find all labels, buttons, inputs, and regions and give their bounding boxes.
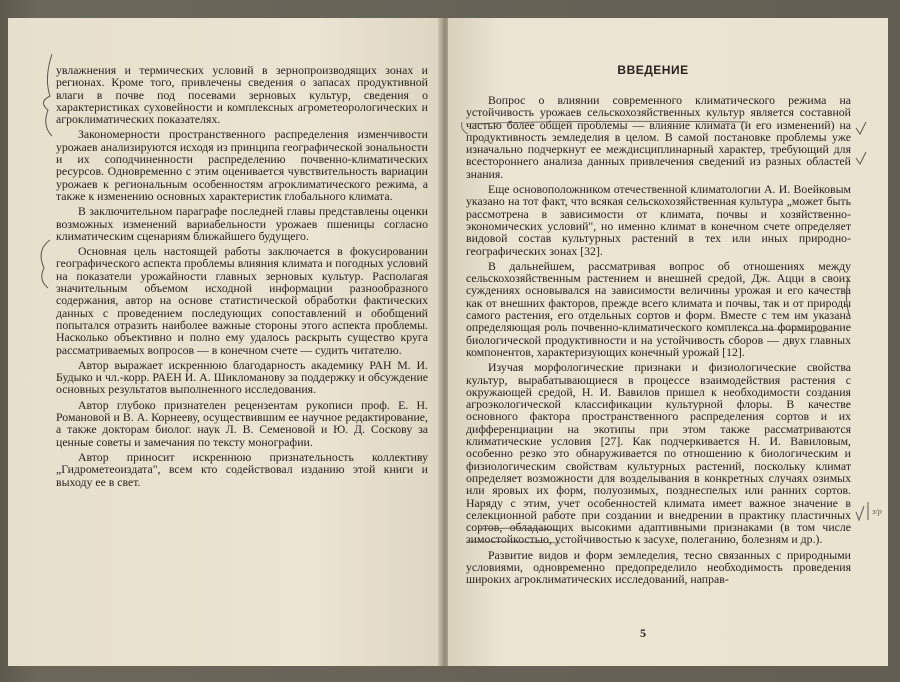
left-paragraph-4: Основная цель настоящей работы заключается в фокусировании географического аспекта проблемы влияния климата и погодных условий на показатели урожайности главных зерновых культур. Располагая значительным объемом исходной информации разнообразного содержания, автор на основе статистической обработки фактических данных с проведением последующих сопоставлений и обобщений попытался отразить наиболее важные стороны этого аспекта проблемы. Насколько объективно и полно ему удалось раскрыть существо круга рассматриваемых вопросов — в конечном счете — судить читателю. [56,244,428,357]
right-page-text [466,94,851,589]
right-paragraph-3: В дальнейшем, рассматривая вопрос об отношениях между сельскохозяйственным растением и внешней средой, Дж. Ацци в своих суждениях основывался на зависимости величины урожая и его качества как от внешних факторов, прежде всего климата и почвы, так и от природы самого растения, его отдельных сортов и форм. Вместе с тем им указана определяющая роль почвенно-климатического комплекса на формирование биологической продуктивности и на устойчивость сборов — двух главных компонентов, характеризующих конечный урожай [12]. [466,258,851,359]
chapter-title: ВВЕДЕНИЕ [617,63,689,77]
left-page [8,18,446,666]
right-paragraph-4: Изучая морфологические признаки и физиологические свойства культур, вырабатывающиеся в процессе взаимодействия растения с окружающей средой, Н. И. Вавилов пришел к необходимости создания агроэкологической классификации культурной флоры. В качестве основного фактора пространственного распределения сортов и их дифференциации на экотипы при этом также рассматриваются климатические условия [27]. Как подчеркивается Н. И. Вавиловым, особенно резко это обнаруживается по отношению к биологическим и физиологическим свойствам культурных растений, поскольку климат определяет возможности для возделывания в конкретных случаях озимых или яровых их форм, полуозимых, позднеспелых или ранних сортов. Наряду с этим, учет особенностей климата имеет важное значение в селекционной работе при создании и внедрении в практику пластичных сортов, обладающих высокими адаптивными признаками (в том числе зимостойкостью, устойчивостью к засухе, полеганию, болезням и др.). [466,360,851,547]
left-page-text [56,64,428,491]
left-paragraph-3: В заключительном параграфе последней главы представлены оценки возможных изменений вариабельности урожаев пшеницы согласно климатическим сценариям ближайшего будущего. [56,204,428,243]
margin-note: э/р [872,507,882,516]
left-paragraph-1: увлажнения и термических условий в зернопроизводящих зонах и регионах. Кроме того, привлечены сведения о запасах продуктивной влаги в почве под посевами зерновых культур, сведения о характеристиках суховейности и комплексных агрометеорологических и агроклиматических показателях. [56,63,428,127]
right-page [448,18,888,666]
right-paragraph-5: Развитие видов и форм земледелия, тесно связанных с природными условиями, одновременно предопределило необходимость проведения широких агроклиматических исследований, направ- [466,547,851,587]
left-paragraph-5: Автор выражает искреннюю благодарность академику РАН М. И. Будыко и чл.-корр. РАЕН И. А. Шикломанову за поддержку и обсуждение основных результатов выполненного исследования. [56,357,428,397]
left-paragraph-2: Закономерности пространственного распределения изменчивости урожаев анализируются исходя из принципа географической зональности и их соподчиненности распределению почвенно-климатических ресурсов. Одновременно с этим оценивается чувствительность вариации урожаев к региональным особенностям агроклиматического режима, а также к изменению основных характеристик глобального климата. [56,127,428,203]
right-paragraph-2: Еще основоположником отечественной климатологии А. И. Воейковым указано на тот факт, что всякая сельскохозяйственная культура „может быть рассмотрена в зависимости от климата, почвы и хозяйственно-экономических условий", но именно климат в конечном счете определяет видовой состав культурных растений в тех или иных природно-географических зонах [32]. [466,182,851,258]
left-paragraph-7: Автор приносит искреннюю признательность коллективу „Гидрометеоиздата", всем кто содействовал изданию этой книги и выходу ее в свет. [56,449,428,489]
left-paragraph-6: Автор глубоко признателен рецензентам рукописи проф. Е. Н. Романовой и В. А. Корнееву, осуществившим ее научное редактирование, а также докторам биолог. наук Л. В. Семеновой и Ю. Д. Соскову за ценные советы и замечания по тексту монографии. [56,397,428,449]
page-number: 5 [640,626,646,640]
right-paragraph-1: Вопрос о влиянии современного климатического режима на устойчивость урожаев сельскохозяйственных культур является составной частью более общей проблемы — влияние климата (и его изменений) на продуктивность земледелия в целом. В самой постановке проблемы уже изначально подчеркнут ее междисциплинарный характер, требующий для всестороннего анализа данных привлечения сведений из разных областей знания. [466,93,851,181]
